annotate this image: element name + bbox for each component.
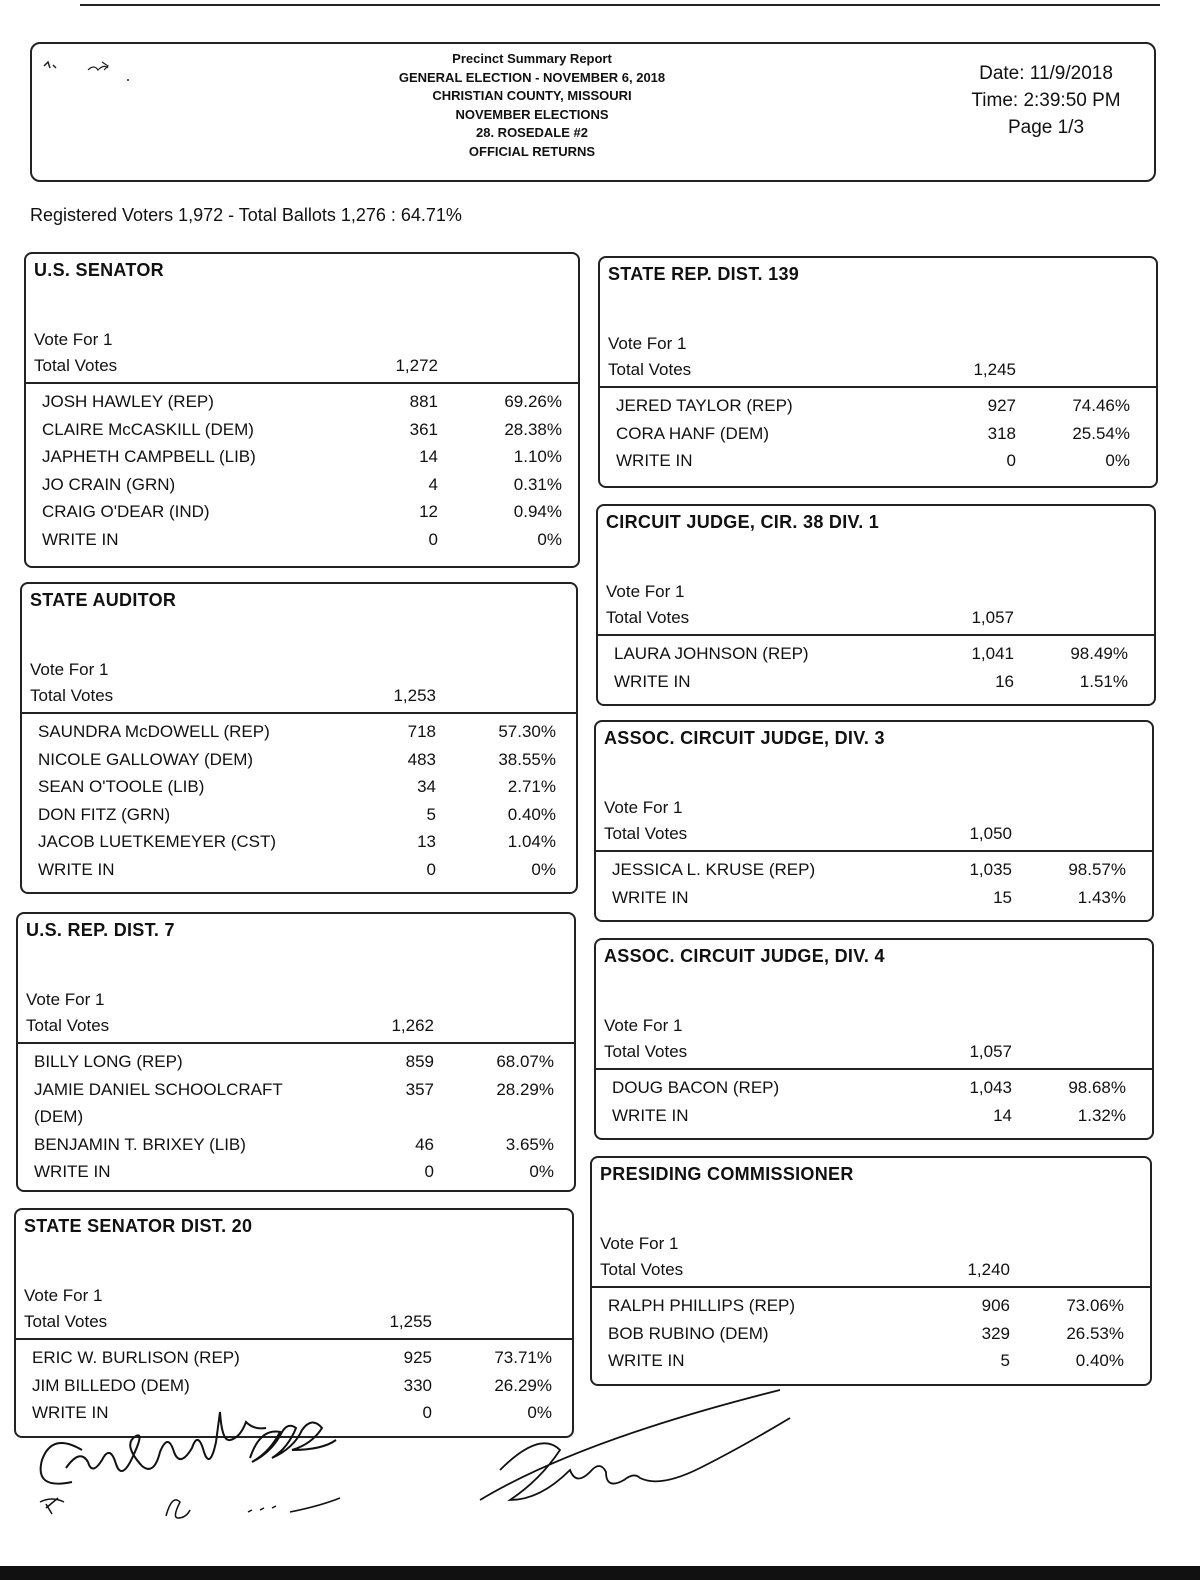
candidate-name: DOUG BACON (REP) [612,1078,780,1097]
candidate-votes: 1,043 [969,1078,1012,1097]
candidate-name: WRITE IN [616,451,693,470]
candidate-name: WRITE IN [32,1403,109,1422]
candidate-name: SAUNDRA McDOWELL (REP) [38,722,270,741]
candidate-row [598,644,1154,672]
candidate-votes: 1,041 [971,644,1014,663]
candidate-row [22,832,576,860]
candidate-votes: 906 [981,1296,1010,1315]
total-votes-label: Total Votes [26,1016,110,1035]
candidate-percent: 28.29% [496,1079,554,1099]
candidate-row [26,502,578,530]
total-votes-label: Total Votes [608,360,692,379]
vote-for-label: Vote For 1 [604,798,683,817]
candidate-row [18,1162,574,1190]
candidate-row [596,1106,1152,1134]
candidate-name: JESSICA L. KRUSE (REP) [612,860,816,879]
candidate-row [596,860,1152,888]
vote-for-label: Vote For 1 [604,1016,683,1035]
candidate-votes: 329 [981,1323,1010,1343]
candidate-row [600,396,1156,424]
race-divider [26,382,578,384]
candidate-votes: 5 [426,804,436,824]
candidate-name: WRITE IN [42,529,119,549]
candidate-list [18,1052,574,1190]
candidate-votes: 5 [1000,1351,1010,1370]
race-divider [600,386,1156,388]
total-votes-label: Total Votes [604,824,688,843]
candidate-votes: 1,035 [969,860,1012,879]
candidate-votes: 927 [987,396,1016,415]
race-title: STATE SENATOR DIST. 20 [24,1216,253,1236]
candidate-row [592,1324,1150,1352]
candidate-percent: 98.49% [1070,644,1128,663]
total-votes-value: 1,272 [395,356,438,375]
total-votes-label: Total Votes [606,608,690,627]
candidate-name: ERIC W. BURLISON (REP) [32,1348,240,1367]
signatures-image [20,1380,840,1550]
candidate-name: JAPHETH CAMPBELL (LIB) [42,447,256,466]
candidate-row [596,888,1152,916]
race-divider [592,1286,1150,1288]
race-box [590,1156,1152,1386]
candidate-votes: 0 [1006,451,1016,470]
report-date: Date: 11/9/2018 [979,63,1113,84]
vote-for-label: Vote For 1 [600,1234,679,1253]
total-votes-value: 1,057 [969,1042,1012,1061]
candidate-row [600,451,1156,479]
candidate-percent: 74.46% [1072,396,1130,415]
vote-for-label: Vote For 1 [26,990,105,1009]
candidate-row [16,1348,572,1376]
candidate-row [18,1135,574,1163]
election-name: GENERAL ELECTION - NOVEMBER 6, 2018 [398,69,666,85]
race-title: PRESIDING COMMISSIONER [600,1164,854,1184]
candidate-votes: 859 [405,1052,434,1071]
candidate-name: SEAN O'TOOLE (LIB) [38,777,205,796]
candidate-percent: 0% [537,529,562,549]
race-box [596,504,1156,706]
race-box [20,582,578,894]
candidate-row [598,672,1154,700]
candidate-row [26,530,578,558]
candidate-name: CORA HANF (DEM) [616,423,769,443]
candidate-votes: 357 [405,1079,434,1099]
candidate-votes: 46 [415,1134,434,1154]
vote-for-label: Vote For 1 [30,660,109,679]
race-title: ASSOC. CIRCUIT JUDGE, DIV. 4 [604,946,885,966]
total-votes-value: 1,253 [393,686,436,705]
total-votes-value: 1,255 [389,1312,432,1331]
candidate-votes: 318 [987,423,1016,443]
header-right [946,60,1146,141]
candidate-percent: 73.71% [494,1348,552,1367]
candidate-row [22,722,576,750]
candidate-percent: 0.94% [513,502,562,521]
total-votes-label: Total Votes [24,1312,108,1331]
candidate-votes: 16 [995,671,1014,691]
candidate-row [22,750,576,778]
candidate-votes: 0 [428,529,438,549]
candidate-name: NICOLE GALLOWAY (DEM) [38,749,254,769]
race-divider [18,1042,574,1044]
candidate-percent: 0% [531,859,556,879]
candidate-percent: 3.65% [505,1134,554,1154]
candidate-percent: 38.55% [498,749,556,769]
candidate-row [600,424,1156,452]
scribble-mark-icon [40,52,130,82]
candidate-name: WRITE IN [38,859,115,879]
candidate-name: DON FITZ (GRN) [38,804,171,824]
candidate-name: LAURA JOHNSON (REP) [614,644,809,663]
header-center [332,50,732,161]
candidate-votes: 14 [419,447,438,466]
candidate-row [22,805,576,833]
candidate-row [22,860,576,888]
candidate-list [22,722,576,887]
race-title: ASSOC. CIRCUIT JUDGE, DIV. 3 [604,728,885,748]
candidate-percent: 69.26% [504,392,562,411]
candidate-percent: 0% [529,1162,554,1181]
total-votes-value: 1,262 [391,1016,434,1035]
report-header [30,42,1156,182]
candidate-percent: 1.51% [1079,671,1128,691]
candidate-name: WRITE IN [612,887,689,907]
page-number: Page 1/3 [1007,117,1085,138]
candidate-votes: 483 [407,749,436,769]
candidate-percent: 1.43% [1077,887,1126,907]
county-name: CHRISTIAN COUNTY, MISSOURI [432,88,632,103]
candidate-percent: 98.57% [1068,860,1126,879]
report-time: Time: 2:39:50 PM [971,90,1121,111]
candidate-percent: 0% [527,1403,552,1422]
report-title: Precinct Summary Report [452,51,612,66]
candidate-percent: 26.29% [494,1375,552,1395]
candidate-percent: 0.40% [1075,1351,1124,1370]
candidate-row [26,475,578,503]
candidate-votes: 4 [428,474,438,494]
returns-label: OFFICIAL RETURNS [468,143,596,159]
race-title: CIRCUIT JUDGE, CIR. 38 DIV. 1 [606,512,880,532]
total-votes-label: Total Votes [600,1260,684,1279]
vote-for-label: Vote For 1 [606,582,685,601]
candidate-percent: 98.68% [1068,1078,1126,1097]
candidate-name: JO CRAIN (GRN) [42,474,176,494]
candidate-row [592,1296,1150,1324]
candidate-list [592,1296,1150,1379]
candidate-name: JIM BILLEDO (DEM) [32,1375,190,1395]
candidate-votes: 0 [422,1403,432,1422]
race-box [598,256,1158,488]
elections-label: NOVEMBER ELECTIONS [455,106,609,122]
total-votes-value: 1,050 [969,824,1012,843]
candidate-list [596,860,1152,915]
candidate-name: WRITE IN [612,1105,689,1125]
candidate-percent: 1.10% [513,447,562,466]
bottom-rule [0,1566,1200,1580]
candidate-list [600,396,1156,479]
candidate-name: WRITE IN [614,671,691,691]
candidate-row [26,392,578,420]
candidate-name: BENJAMIN T. BRIXEY (LIB) [34,1134,246,1154]
vote-for-label: Vote For 1 [34,330,113,349]
candidate-votes: 14 [993,1105,1012,1125]
top-rule [80,4,1160,6]
candidate-votes: 13 [417,832,436,851]
candidate-percent: 28.38% [504,419,562,439]
race-box [24,252,580,568]
candidate-name: JOSH HAWLEY (REP) [42,392,214,411]
candidate-name: BILLY LONG (REP) [34,1052,183,1071]
candidate-percent: 0.31% [513,474,562,494]
candidate-name: RALPH PHILLIPS (REP) [608,1296,796,1315]
candidate-percent: 2.71% [507,777,556,796]
candidate-name: CRAIG O'DEAR (IND) [42,502,210,521]
vote-for-label: Vote For 1 [608,334,687,353]
candidate-percent: 0.40% [507,804,556,824]
candidate-party: (DEM) [34,1106,84,1126]
candidate-votes: 15 [993,887,1012,907]
total-votes-value: 1,057 [971,608,1014,627]
candidate-name: JAMIE DANIEL SCHOOLCRAFT [34,1079,283,1099]
candidate-votes: 361 [409,419,438,439]
race-divider [596,850,1152,852]
candidate-name: JACOB LUETKEMEYER (CST) [38,832,277,851]
race-title: STATE AUDITOR [30,590,177,610]
race-divider [596,1068,1152,1070]
candidate-votes: 34 [417,777,436,796]
total-votes-value: 1,245 [973,360,1016,379]
race-title: U.S. REP. DIST. 7 [26,920,175,940]
candidate-name: WRITE IN [608,1351,685,1370]
total-votes-value: 1,240 [967,1260,1010,1279]
race-divider [598,634,1154,636]
candidate-list [596,1078,1152,1133]
candidate-row [26,447,578,475]
race-box [594,720,1154,922]
candidate-percent: 26.53% [1066,1323,1124,1343]
candidate-votes: 925 [403,1348,432,1367]
race-divider [16,1338,572,1340]
candidate-row [596,1078,1152,1106]
candidate-percent: 1.32% [1077,1105,1126,1125]
candidate-percent: 1.04% [507,832,556,851]
candidate-row [592,1351,1150,1379]
candidate-votes: 330 [403,1375,432,1395]
candidate-list [26,392,578,557]
race-divider [22,712,576,714]
candidate-row [26,420,578,448]
race-box [16,912,576,1192]
total-votes-label: Total Votes [604,1042,688,1061]
candidate-row [18,1052,574,1080]
candidate-list [598,644,1154,699]
candidate-percent: 73.06% [1066,1296,1124,1315]
candidate-votes: 12 [419,502,438,521]
registered-voters-summary: Registered Voters 1,972 - Total Ballots 1,276 : 64.71% [30,205,462,225]
race-box [594,938,1154,1140]
race-title: STATE REP. DIST. 139 [608,264,800,284]
total-votes-label: Total Votes [30,686,114,705]
candidate-votes: 881 [409,392,438,411]
precinct-name: 28. ROSEDALE #2 [476,125,588,140]
candidate-row [18,1080,574,1135]
candidate-votes: 0 [426,859,436,879]
candidate-name: BOB RUBINO (DEM) [608,1323,769,1343]
candidate-percent: 25.54% [1072,423,1130,443]
candidate-percent: 0% [1105,451,1130,470]
total-votes-label: Total Votes [34,356,118,375]
candidate-name: WRITE IN [34,1162,111,1181]
candidate-name: CLAIRE McCASKILL (DEM) [42,419,254,439]
candidate-percent: 68.07% [496,1052,554,1071]
candidate-name: JERED TAYLOR (REP) [616,396,793,415]
race-title: U.S. SENATOR [34,260,164,280]
vote-for-label: Vote For 1 [24,1286,103,1305]
candidate-row [22,777,576,805]
candidate-votes: 718 [407,722,436,741]
candidate-votes: 0 [424,1162,434,1181]
candidate-percent: 57.30% [498,722,556,741]
